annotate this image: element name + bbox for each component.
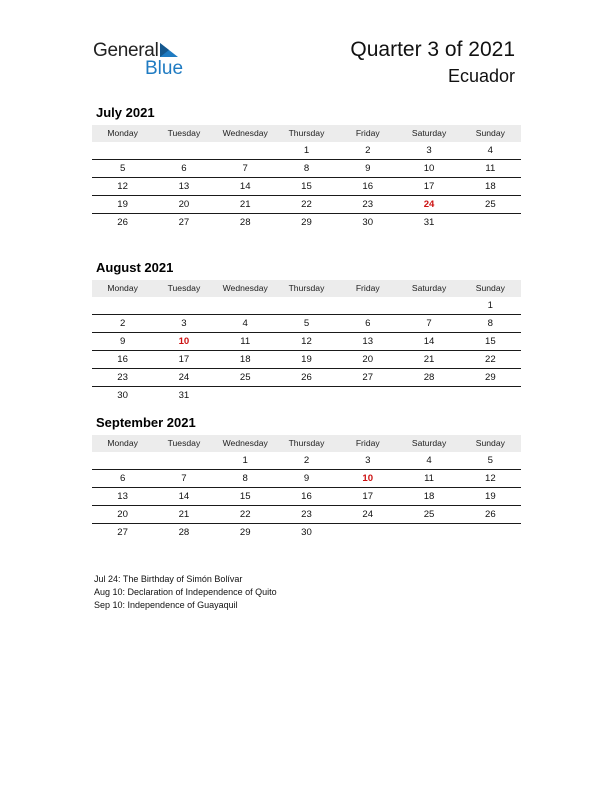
day-cell: 23 <box>117 372 128 383</box>
day-cell: 24 <box>178 372 190 383</box>
day-cell: 20 <box>117 509 128 520</box>
logo-triangle-icon <box>160 43 178 59</box>
weekday-label: Friday <box>355 438 380 448</box>
day-cell: 30 <box>301 527 312 538</box>
day-cell: 28 <box>423 372 435 383</box>
day-cell: 20 <box>362 354 374 365</box>
day-cell: 14 <box>178 491 190 502</box>
day-cell: 9 <box>303 473 310 484</box>
logo-general-text: General <box>93 40 159 61</box>
day-cell: 16 <box>117 354 128 365</box>
week-row <box>92 214 521 231</box>
month-august <box>92 259 521 404</box>
day-cell: 19 <box>484 491 496 502</box>
week-row <box>92 142 521 160</box>
holiday-day-cell: 10 <box>178 336 190 347</box>
day-cell: 30 <box>117 390 128 401</box>
logo-blue-text: Blue <box>145 58 184 79</box>
day-cell <box>153 297 214 314</box>
holiday-note: Sep 10: Independence of Guayaquil <box>94 600 238 610</box>
day-cell: 7 <box>181 473 187 484</box>
day-cell: 26 <box>484 509 496 520</box>
day-cell: 11 <box>240 336 251 347</box>
generalblue-logo <box>93 40 193 80</box>
day-cell: 22 <box>301 199 312 210</box>
weekday-label: Saturday <box>411 283 447 293</box>
day-cell: 3 <box>181 318 187 329</box>
day-cell: 7 <box>242 163 248 174</box>
day-cell <box>337 297 398 314</box>
weekday-label: Friday <box>355 283 380 293</box>
page-title: Quarter 3 of 2021 <box>350 38 515 61</box>
weekday-label: Thursday <box>288 128 325 138</box>
day-cell: 16 <box>362 181 374 192</box>
day-cell: 12 <box>301 336 312 347</box>
weekday-label: Sunday <box>475 438 505 448</box>
day-cell <box>92 142 153 159</box>
day-cell: 21 <box>423 354 435 365</box>
day-cell: 21 <box>178 509 190 520</box>
day-cell: 8 <box>487 318 493 329</box>
holiday-notes <box>94 573 277 612</box>
day-cell <box>337 524 398 541</box>
day-cell: 15 <box>484 336 496 347</box>
day-cell: 23 <box>301 509 312 520</box>
weekday-label: Wednesday <box>222 128 268 138</box>
day-cell: 20 <box>178 199 190 210</box>
week-row <box>92 452 521 470</box>
day-cell: 29 <box>301 217 312 228</box>
day-cell: 13 <box>362 336 374 347</box>
day-cell: 11 <box>424 473 435 484</box>
day-cell <box>215 387 276 404</box>
week-row <box>92 333 521 351</box>
day-cell: 17 <box>178 354 190 365</box>
month-september <box>92 414 521 541</box>
day-cell <box>215 297 276 314</box>
day-cell: 14 <box>423 336 435 347</box>
weekday-label: Wednesday <box>222 283 268 293</box>
day-cell: 25 <box>239 372 251 383</box>
holiday-day-cell: 24 <box>423 199 435 210</box>
day-cell: 15 <box>239 491 251 502</box>
day-cell <box>460 524 521 541</box>
week-row <box>92 524 521 541</box>
day-cell: 5 <box>119 163 126 174</box>
weekday-label: Monday <box>107 283 138 293</box>
day-cell <box>398 387 459 404</box>
day-cell: 24 <box>362 509 374 520</box>
day-cell <box>153 142 214 159</box>
day-cell: 3 <box>426 145 432 156</box>
day-cell: 6 <box>119 473 126 484</box>
weekday-label: Thursday <box>288 438 325 448</box>
day-cell: 31 <box>423 217 435 228</box>
day-cell <box>460 214 521 231</box>
day-cell: 25 <box>484 199 496 210</box>
day-cell <box>276 387 337 404</box>
day-cell: 18 <box>423 491 435 502</box>
weekday-label: Tuesday <box>167 128 201 138</box>
holiday-note: Jul 24: The Birthday of Simón Bolívar <box>94 574 243 584</box>
weekday-label: Friday <box>355 128 380 138</box>
day-cell: 4 <box>487 145 493 156</box>
weekday-label: Tuesday <box>167 283 201 293</box>
week-row <box>92 369 521 387</box>
weekday-label: Wednesday <box>222 438 268 448</box>
day-cell: 1 <box>487 300 493 311</box>
weekday-label: Monday <box>107 128 138 138</box>
month-title: July 2021 <box>96 105 155 120</box>
weekday-label: Saturday <box>411 128 447 138</box>
day-cell: 31 <box>178 390 190 401</box>
day-cell: 9 <box>365 163 371 174</box>
weekday-label: Sunday <box>475 128 505 138</box>
holiday-note: Aug 10: Declaration of Independence of Quito <box>94 587 277 597</box>
day-cell: 26 <box>117 217 128 228</box>
day-cell: 23 <box>362 199 374 210</box>
week-row <box>92 315 521 333</box>
day-cell: 29 <box>239 527 251 538</box>
day-cell: 6 <box>181 163 187 174</box>
day-cell: 17 <box>423 181 435 192</box>
day-cell: 5 <box>487 455 493 466</box>
week-row <box>92 488 521 506</box>
day-cell: 6 <box>365 318 371 329</box>
day-cell <box>153 452 214 469</box>
day-cell: 18 <box>239 354 251 365</box>
day-cell <box>460 387 521 404</box>
weekday-label: Sunday <box>475 283 505 293</box>
day-cell: 27 <box>178 217 190 228</box>
week-row <box>92 470 521 488</box>
day-cell: 28 <box>239 217 251 228</box>
day-cell: 19 <box>301 354 312 365</box>
day-cell: 7 <box>426 318 432 329</box>
day-cell: 4 <box>426 455 432 466</box>
day-cell: 22 <box>239 509 251 520</box>
day-cell <box>398 524 459 541</box>
day-cell: 27 <box>362 372 374 383</box>
weekday-header <box>92 435 521 452</box>
day-cell <box>276 297 337 314</box>
day-cell <box>398 297 459 314</box>
day-cell: 19 <box>117 199 128 210</box>
day-cell: 28 <box>178 527 190 538</box>
day-cell: 11 <box>485 163 496 174</box>
day-cell: 18 <box>484 181 496 192</box>
day-cell: 8 <box>242 473 248 484</box>
day-cell: 9 <box>119 336 126 347</box>
day-cell: 1 <box>303 145 310 156</box>
day-cell: 8 <box>303 163 310 174</box>
day-cell: 22 <box>484 354 496 365</box>
day-cell: 26 <box>301 372 312 383</box>
day-cell <box>337 387 398 404</box>
day-cell: 5 <box>303 318 310 329</box>
day-cell: 12 <box>484 473 496 484</box>
day-cell: 4 <box>242 318 248 329</box>
week-row <box>92 387 521 404</box>
day-cell: 21 <box>239 199 251 210</box>
day-cell: 30 <box>362 217 374 228</box>
week-row <box>92 297 521 315</box>
week-row <box>92 178 521 196</box>
day-cell <box>92 452 153 469</box>
day-cell <box>92 297 153 314</box>
week-row <box>92 506 521 524</box>
weekday-header <box>92 125 521 142</box>
month-title: September 2021 <box>96 415 196 430</box>
month-july <box>92 104 521 231</box>
month-title: August 2021 <box>96 260 174 275</box>
holiday-day-cell: 10 <box>362 473 374 484</box>
week-row <box>92 196 521 214</box>
day-cell <box>215 142 276 159</box>
weekday-label: Monday <box>107 438 138 448</box>
day-cell: 15 <box>301 181 312 192</box>
weekday-header <box>92 280 521 297</box>
week-row <box>92 160 521 178</box>
day-cell: 3 <box>365 455 371 466</box>
weekday-label: Saturday <box>411 438 447 448</box>
day-cell: 1 <box>242 455 248 466</box>
day-cell: 2 <box>365 145 371 156</box>
day-cell: 27 <box>117 527 128 538</box>
day-cell: 2 <box>119 318 126 329</box>
week-row <box>92 351 521 369</box>
day-cell: 14 <box>239 181 251 192</box>
weekday-label: Tuesday <box>167 438 201 448</box>
day-cell: 16 <box>301 491 312 502</box>
country-name: Ecuador <box>447 66 515 86</box>
day-cell: 12 <box>117 181 128 192</box>
day-cell: 10 <box>423 163 435 174</box>
day-cell: 25 <box>423 509 435 520</box>
day-cell: 29 <box>484 372 496 383</box>
day-cell: 2 <box>303 455 310 466</box>
day-cell: 17 <box>362 491 374 502</box>
weekday-label: Thursday <box>288 283 325 293</box>
day-cell: 13 <box>178 181 190 192</box>
day-cell: 13 <box>117 491 128 502</box>
